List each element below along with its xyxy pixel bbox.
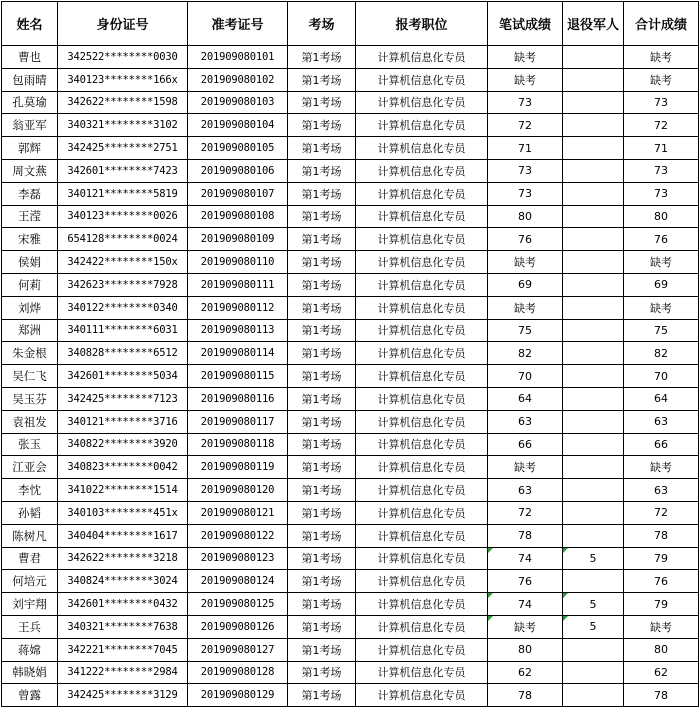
cell-name: 孙韬: [2, 501, 58, 524]
cell-name: 刘宇翔: [2, 593, 58, 616]
cell-written-score: 62: [488, 661, 563, 684]
cell-total-score: 80: [624, 205, 699, 228]
cell-written-score: 缺考: [488, 615, 563, 638]
table-row: [2, 615, 699, 638]
table-row: [2, 182, 699, 205]
cell-name: 侯娟: [2, 251, 58, 274]
cell-exam-room: 第1考场: [288, 638, 356, 661]
cell-position: 计算机信息化专员: [356, 182, 488, 205]
cell-exam-room: 第1考场: [288, 205, 356, 228]
cell-id-number: 341022********1514: [58, 479, 188, 502]
cell-veteran-bonus: [563, 319, 624, 342]
cell-written-score: 缺考: [488, 456, 563, 479]
table-row: [2, 501, 699, 524]
cell-ticket-number: 201909080112: [188, 296, 288, 319]
table-row: [2, 296, 699, 319]
cell-ticket-number: 201909080104: [188, 114, 288, 137]
table-row: [2, 342, 699, 365]
cell-exam-room: 第1考场: [288, 479, 356, 502]
table-row: [2, 319, 699, 342]
cell-position: 计算机信息化专员: [356, 91, 488, 114]
cell-written-score: 缺考: [488, 68, 563, 91]
cell-name: 宋雅: [2, 228, 58, 251]
cell-written-score: 75: [488, 319, 563, 342]
table-row: [2, 273, 699, 296]
table-row: [2, 479, 699, 502]
cell-total-score: 71: [624, 137, 699, 160]
cell-written-score: 72: [488, 114, 563, 137]
cell-written-score: 64: [488, 387, 563, 410]
header-written-score: 笔试成绩: [488, 2, 563, 46]
cell-ticket-number: 201909080109: [188, 228, 288, 251]
cell-name: 江亚会: [2, 456, 58, 479]
cell-name: 郭辉: [2, 137, 58, 160]
cell-name: 袁祖发: [2, 410, 58, 433]
cell-veteran-bonus: [563, 91, 624, 114]
cell-name: 韩晓娟: [2, 661, 58, 684]
cell-veteran-bonus: [563, 46, 624, 69]
cell-exam-room: 第1考场: [288, 114, 356, 137]
cell-ticket-number: 201909080108: [188, 205, 288, 228]
cell-id-number: 342425********7123: [58, 387, 188, 410]
cell-veteran-bonus: [563, 296, 624, 319]
cell-written-score: 69: [488, 273, 563, 296]
cell-id-number: 340822********3920: [58, 433, 188, 456]
table-body: [2, 46, 699, 707]
table-row: [2, 387, 699, 410]
score-table: [1, 1, 699, 707]
cell-veteran-bonus: 5: [563, 615, 624, 638]
cell-total-score: 75: [624, 319, 699, 342]
cell-veteran-bonus: [563, 251, 624, 274]
cell-ticket-number: 201909080128: [188, 661, 288, 684]
cell-position: 计算机信息化专员: [356, 46, 488, 69]
table-row: [2, 456, 699, 479]
cell-veteran-bonus: [563, 638, 624, 661]
cell-ticket-number: 201909080117: [188, 410, 288, 433]
cell-id-number: 340823********0042: [58, 456, 188, 479]
cell-veteran-bonus: [563, 342, 624, 365]
cell-ticket-number: 201909080113: [188, 319, 288, 342]
cell-name: 孔莫瑜: [2, 91, 58, 114]
cell-position: 计算机信息化专员: [356, 410, 488, 433]
cell-total-score: 76: [624, 570, 699, 593]
table-row: [2, 570, 699, 593]
cell-name: 吴仁飞: [2, 365, 58, 388]
cell-written-score: 72: [488, 501, 563, 524]
cell-id-number: 340111********6031: [58, 319, 188, 342]
cell-id-number: 341222********2984: [58, 661, 188, 684]
cell-name: 王兵: [2, 615, 58, 638]
cell-written-score: 78: [488, 684, 563, 707]
cell-exam-room: 第1考场: [288, 137, 356, 160]
cell-position: 计算机信息化专员: [356, 137, 488, 160]
cell-name: 曾露: [2, 684, 58, 707]
cell-id-number: 654128********0024: [58, 228, 188, 251]
cell-name: 王滢: [2, 205, 58, 228]
cell-ticket-number: 201909080124: [188, 570, 288, 593]
cell-written-score: 80: [488, 638, 563, 661]
table-row: [2, 638, 699, 661]
cell-position: 计算机信息化专员: [356, 342, 488, 365]
cell-position: 计算机信息化专员: [356, 319, 488, 342]
header-position: 报考职位: [356, 2, 488, 46]
cell-position: 计算机信息化专员: [356, 159, 488, 182]
cell-total-score: 缺考: [624, 456, 699, 479]
cell-veteran-bonus: 5: [563, 547, 624, 570]
cell-name: 吴玉芬: [2, 387, 58, 410]
cell-name: 周文燕: [2, 159, 58, 182]
cell-written-score: 73: [488, 182, 563, 205]
cell-position: 计算机信息化专员: [356, 615, 488, 638]
cell-total-score: 缺考: [624, 615, 699, 638]
cell-ticket-number: 201909080110: [188, 251, 288, 274]
cell-total-score: 80: [624, 638, 699, 661]
cell-position: 计算机信息化专员: [356, 456, 488, 479]
cell-written-score: 66: [488, 433, 563, 456]
cell-total-score: 缺考: [624, 251, 699, 274]
cell-id-number: 342601********7423: [58, 159, 188, 182]
cell-veteran-bonus: [563, 661, 624, 684]
cell-exam-room: 第1考场: [288, 547, 356, 570]
cell-name: 翁亚军: [2, 114, 58, 137]
cell-position: 计算机信息化专员: [356, 273, 488, 296]
cell-written-score: 63: [488, 479, 563, 502]
cell-name: 李忱: [2, 479, 58, 502]
cell-position: 计算机信息化专员: [356, 228, 488, 251]
cell-written-score: 缺考: [488, 251, 563, 274]
cell-position: 计算机信息化专员: [356, 68, 488, 91]
table-row: [2, 114, 699, 137]
cell-position: 计算机信息化专员: [356, 684, 488, 707]
cell-veteran-bonus: [563, 114, 624, 137]
table-row: [2, 159, 699, 182]
cell-exam-room: 第1考场: [288, 410, 356, 433]
cell-exam-room: 第1考场: [288, 228, 356, 251]
cell-id-number: 340121********5819: [58, 182, 188, 205]
table-row: [2, 251, 699, 274]
cell-exam-room: 第1考场: [288, 296, 356, 319]
cell-exam-room: 第1考场: [288, 570, 356, 593]
cell-ticket-number: 201909080123: [188, 547, 288, 570]
cell-total-score: 73: [624, 159, 699, 182]
cell-name: 张玉: [2, 433, 58, 456]
cell-id-number: 342425********3129: [58, 684, 188, 707]
cell-veteran-bonus: [563, 273, 624, 296]
cell-exam-room: 第1考场: [288, 501, 356, 524]
header-exam-room: 考场: [288, 2, 356, 46]
cell-position: 计算机信息化专员: [356, 547, 488, 570]
cell-total-score: 66: [624, 433, 699, 456]
cell-id-number: 340123********0026: [58, 205, 188, 228]
cell-ticket-number: 201909080118: [188, 433, 288, 456]
cell-id-number: 342425********2751: [58, 137, 188, 160]
cell-ticket-number: 201909080111: [188, 273, 288, 296]
cell-written-score: 73: [488, 159, 563, 182]
cell-id-number: 342522********0030: [58, 46, 188, 69]
cell-total-score: 78: [624, 684, 699, 707]
cell-id-number: 342622********3218: [58, 547, 188, 570]
cell-exam-room: 第1考场: [288, 684, 356, 707]
cell-ticket-number: 201909080115: [188, 365, 288, 388]
cell-exam-room: 第1考场: [288, 91, 356, 114]
cell-position: 计算机信息化专员: [356, 570, 488, 593]
cell-exam-room: 第1考场: [288, 456, 356, 479]
cell-exam-room: 第1考场: [288, 182, 356, 205]
cell-exam-room: 第1考场: [288, 524, 356, 547]
cell-id-number: 340321********3102: [58, 114, 188, 137]
cell-ticket-number: 201909080114: [188, 342, 288, 365]
header-ticket-number: 准考证号: [188, 2, 288, 46]
cell-id-number: 342622********1598: [58, 91, 188, 114]
cell-name: 曹君: [2, 547, 58, 570]
cell-exam-room: 第1考场: [288, 387, 356, 410]
cell-veteran-bonus: [563, 365, 624, 388]
cell-written-score: 缺考: [488, 46, 563, 69]
cell-exam-room: 第1考场: [288, 615, 356, 638]
cell-veteran-bonus: [563, 387, 624, 410]
table-row: [2, 547, 699, 570]
cell-veteran-bonus: [563, 524, 624, 547]
cell-ticket-number: 201909080116: [188, 387, 288, 410]
header-row: [2, 2, 699, 46]
table-row: [2, 365, 699, 388]
table-row: [2, 524, 699, 547]
cell-position: 计算机信息化专员: [356, 524, 488, 547]
cell-position: 计算机信息化专员: [356, 479, 488, 502]
cell-veteran-bonus: [563, 182, 624, 205]
cell-written-score: 76: [488, 570, 563, 593]
cell-ticket-number: 201909080120: [188, 479, 288, 502]
header-name: 姓名: [2, 2, 58, 46]
cell-ticket-number: 201909080125: [188, 593, 288, 616]
cell-total-score: 缺考: [624, 46, 699, 69]
cell-total-score: 缺考: [624, 296, 699, 319]
cell-name: 蒋嫦: [2, 638, 58, 661]
cell-veteran-bonus: [563, 433, 624, 456]
cell-id-number: 342601********0432: [58, 593, 188, 616]
cell-written-score: 74: [488, 547, 563, 570]
cell-total-score: 69: [624, 273, 699, 296]
cell-id-number: 340828********6512: [58, 342, 188, 365]
table-row: [2, 68, 699, 91]
cell-ticket-number: 201909080107: [188, 182, 288, 205]
cell-ticket-number: 201909080102: [188, 68, 288, 91]
cell-ticket-number: 201909080127: [188, 638, 288, 661]
cell-total-score: 73: [624, 182, 699, 205]
cell-id-number: 340121********3716: [58, 410, 188, 433]
header-total-score: 合计成绩: [624, 2, 699, 46]
cell-total-score: 63: [624, 479, 699, 502]
table-row: [2, 91, 699, 114]
cell-exam-room: 第1考场: [288, 661, 356, 684]
cell-written-score: 76: [488, 228, 563, 251]
cell-exam-room: 第1考场: [288, 251, 356, 274]
cell-name: 朱金根: [2, 342, 58, 365]
cell-id-number: 340404********1617: [58, 524, 188, 547]
cell-id-number: 342623********7928: [58, 273, 188, 296]
cell-name: 陈树凡: [2, 524, 58, 547]
table-row: [2, 661, 699, 684]
cell-exam-room: 第1考场: [288, 593, 356, 616]
cell-ticket-number: 201909080129: [188, 684, 288, 707]
table-row: [2, 205, 699, 228]
cell-exam-room: 第1考场: [288, 319, 356, 342]
cell-veteran-bonus: [563, 410, 624, 433]
cell-ticket-number: 201909080105: [188, 137, 288, 160]
cell-position: 计算机信息化专员: [356, 638, 488, 661]
cell-position: 计算机信息化专员: [356, 365, 488, 388]
cell-exam-room: 第1考场: [288, 273, 356, 296]
cell-total-score: 63: [624, 410, 699, 433]
cell-id-number: 340123********166x: [58, 68, 188, 91]
cell-ticket-number: 201909080101: [188, 46, 288, 69]
cell-written-score: 71: [488, 137, 563, 160]
cell-ticket-number: 201909080122: [188, 524, 288, 547]
cell-exam-room: 第1考场: [288, 68, 356, 91]
cell-veteran-bonus: [563, 456, 624, 479]
header-veteran: 退役军人: [563, 2, 624, 46]
cell-exam-room: 第1考场: [288, 433, 356, 456]
cell-total-score: 72: [624, 114, 699, 137]
cell-total-score: 76: [624, 228, 699, 251]
cell-position: 计算机信息化专员: [356, 296, 488, 319]
cell-written-score: 80: [488, 205, 563, 228]
cell-total-score: 62: [624, 661, 699, 684]
cell-veteran-bonus: [563, 68, 624, 91]
cell-veteran-bonus: [563, 205, 624, 228]
table-row: [2, 137, 699, 160]
cell-id-number: 340103********451x: [58, 501, 188, 524]
table-row: [2, 684, 699, 707]
cell-ticket-number: 201909080106: [188, 159, 288, 182]
cell-total-score: 79: [624, 593, 699, 616]
cell-written-score: 73: [488, 91, 563, 114]
cell-veteran-bonus: [563, 684, 624, 707]
cell-written-score: 78: [488, 524, 563, 547]
cell-id-number: 340122********0340: [58, 296, 188, 319]
cell-position: 计算机信息化专员: [356, 433, 488, 456]
cell-id-number: 340321********7638: [58, 615, 188, 638]
cell-written-score: 70: [488, 365, 563, 388]
cell-veteran-bonus: [563, 570, 624, 593]
cell-position: 计算机信息化专员: [356, 387, 488, 410]
cell-ticket-number: 201909080121: [188, 501, 288, 524]
cell-position: 计算机信息化专员: [356, 661, 488, 684]
cell-veteran-bonus: [563, 501, 624, 524]
cell-ticket-number: 201909080126: [188, 615, 288, 638]
cell-total-score: 70: [624, 365, 699, 388]
cell-name: 刘烨: [2, 296, 58, 319]
table-row: [2, 228, 699, 251]
header-id-number: 身份证号: [58, 2, 188, 46]
cell-veteran-bonus: [563, 137, 624, 160]
cell-name: 何培元: [2, 570, 58, 593]
table-row: [2, 46, 699, 69]
cell-ticket-number: 201909080119: [188, 456, 288, 479]
cell-name: 包雨晴: [2, 68, 58, 91]
cell-position: 计算机信息化专员: [356, 593, 488, 616]
table-row: [2, 593, 699, 616]
cell-total-score: 82: [624, 342, 699, 365]
cell-written-score: 74: [488, 593, 563, 616]
cell-total-score: 64: [624, 387, 699, 410]
cell-written-score: 63: [488, 410, 563, 433]
cell-veteran-bonus: [563, 159, 624, 182]
cell-position: 计算机信息化专员: [356, 114, 488, 137]
cell-name: 何莉: [2, 273, 58, 296]
table-row: [2, 433, 699, 456]
cell-name: 郑洲: [2, 319, 58, 342]
cell-exam-room: 第1考场: [288, 342, 356, 365]
cell-position: 计算机信息化专员: [356, 205, 488, 228]
cell-id-number: 342422********150x: [58, 251, 188, 274]
cell-veteran-bonus: [563, 228, 624, 251]
cell-veteran-bonus: 5: [563, 593, 624, 616]
cell-exam-room: 第1考场: [288, 365, 356, 388]
cell-name: 曹也: [2, 46, 58, 69]
cell-id-number: 342601********5034: [58, 365, 188, 388]
table-row: [2, 410, 699, 433]
cell-written-score: 缺考: [488, 296, 563, 319]
cell-position: 计算机信息化专员: [356, 501, 488, 524]
cell-total-score: 72: [624, 501, 699, 524]
cell-written-score: 82: [488, 342, 563, 365]
cell-total-score: 缺考: [624, 68, 699, 91]
cell-id-number: 340824********3024: [58, 570, 188, 593]
cell-ticket-number: 201909080103: [188, 91, 288, 114]
cell-total-score: 78: [624, 524, 699, 547]
cell-exam-room: 第1考场: [288, 46, 356, 69]
cell-name: 李磊: [2, 182, 58, 205]
cell-exam-room: 第1考场: [288, 159, 356, 182]
cell-total-score: 73: [624, 91, 699, 114]
cell-total-score: 79: [624, 547, 699, 570]
cell-id-number: 342221********7045: [58, 638, 188, 661]
cell-position: 计算机信息化专员: [356, 251, 488, 274]
cell-veteran-bonus: [563, 479, 624, 502]
